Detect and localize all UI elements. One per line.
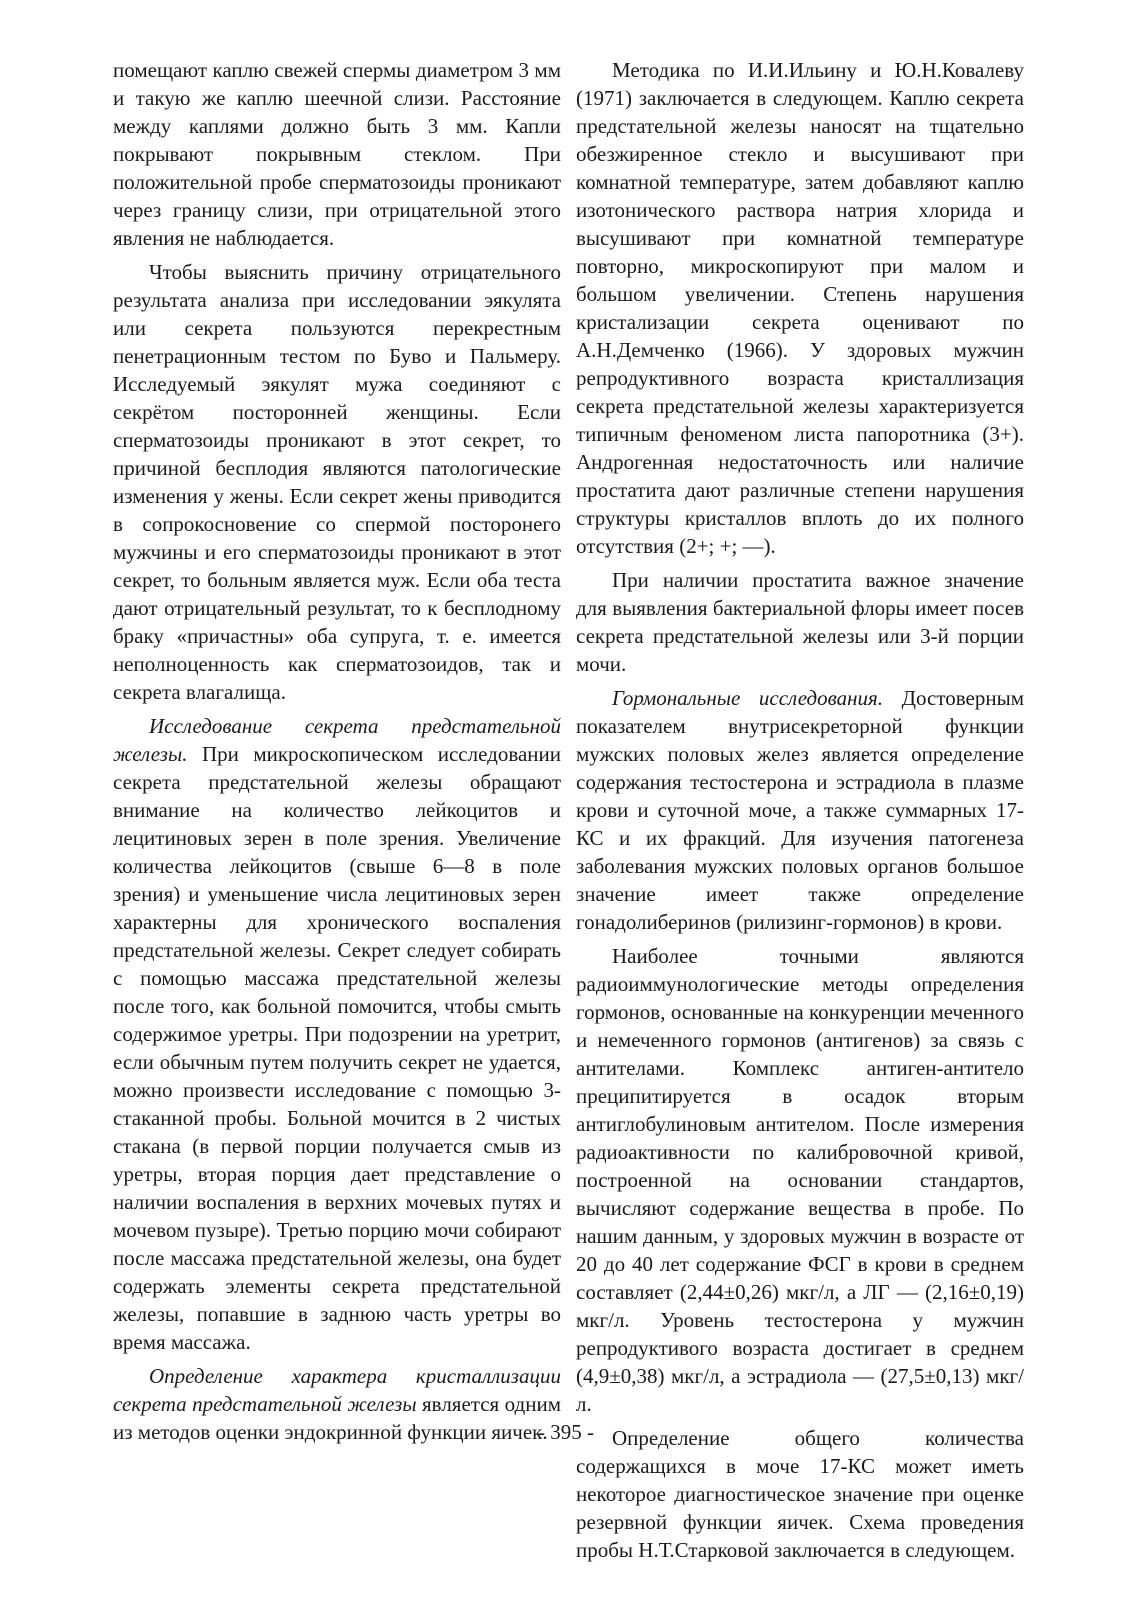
right-paragraph-2: При наличии простатита важное значение для выявления бактериальной флоры имеет посев секрета предстательной железы или 3-й порции мочи. (576, 568, 1024, 676)
left-paragraph-4-text: является одним из методов оценки эндокринной функции яичек. (113, 1392, 561, 1444)
right-paragraph-3 (576, 684, 1024, 936)
left-paragraph-2: Чтобы выяснить причину отрицательного результата анализа при исследовании эякулята или секрета пользуются перекрестным пенетрационным тестом по Буво и Пальмеру. Исследуемый эякулят мужа соединяют с секрётом посторонней женщины. Если сперматозоиды проникают в этот секрет, то причиной бесплодия являются патологические изменения у жены. Если секрет жены приводится в сопрокосновение со спермой посторонего мужчины и его сперматозоиды проникают в этот секрет, то больным является муж. Если оба теста дают отрицательный результат, то к бесплодному браку «причастны» оба супруга, т. е. имеется неполноценность как сперматозоидов, так и секрета влагалища. (113, 260, 561, 704)
left-paragraph-1: помещают каплю свежей спермы диаметром 3 мм и такую же каплю шеечной слизи. Расстояние между каплями должно быть 3 мм. Капли покрывают покрывным стеклом. При положительной пробе сперматозоиды проникают через границу слизи, при отрицательной этого явления не наблюдается. (113, 58, 561, 250)
left-column (113, 56, 561, 1452)
page-number: - 395 - (538, 1420, 594, 1444)
right-paragraph-4: Наиболее точными являются радиоиммунологические методы определения гормонов, основанные на конкуренции меченного и немеченного гормонов (антигенов) за связь с антителами. Комплекс антиген-антитело преципитируется в осадок вторым антиглобулиновым антителом. После измерения радиоактивности по калибровочной кривой, построенной на основании стандартов, вычисляют содержание вещества в пробе. По нашим данным, у здоровых мужчин в возрасте от 20 до 40 лет содержание ФСГ в крови в среднем составляет (2,44±0,26) мкг/л, а ЛГ — (2,16±0,19) мкг/л. Уровень тестостерона у мужчин репродуктивого возраста достигает в среднем (4,9±0,38) мкг/л, а эстрадиола — (27,5±0,13) мкг/л. (576, 944, 1024, 1416)
left-paragraph-3 (113, 712, 561, 1356)
right-paragraph-5: Определение общего количества содержащихся в моче 17-КС может иметь некоторое диагностическое значение при оценке резервной функции яичек. Схема проведения пробы Н.Т.Старковой заключается в следующем. (576, 1426, 1024, 1562)
right-paragraph-1: Методика по И.И.Ильину и Ю.Н.Ковалеву (1971) заключается в следующем. Каплю секрета предстательной железы наносят на тщательно обезжиренное стекло и высушивают при комнатной температуре, затем добавляют каплю изотонического раствора натрия хлорида и высушивают при комнатной температуре повторно, микроскопируют при малом и большом увеличении. Степень нарушения кристализации секрета оценивают по А.Н.Демченко (1966). У здоровых мужчин репродуктивного возраста кристаллизация секрета предстательной железы характеризуется типичным феноменом листа папоротника (3+). Андрогенная недостаточность или наличие простатита дают различные степени нарушения структуры кристаллов вплоть до их полного отсутствия (2+; +; —). (576, 58, 1024, 558)
crystallization-heading: Определение характера кристаллизации секрета предстательной железы (113, 1364, 561, 1416)
left-paragraph-3-text: При микроскопическом исследовании секрета предстательной железы обращают внимание на количество лейкоцитов и лецитиновых зерен в поле зрения. Увеличение количества лейкоцитов (свыше 6—8 в поле зрения) и уменьшение числа лецитиновых зерен характерны для хронического воспаления предстательной железы. Секрет следует собирать с помощью массажа предстательной железы после того, как больной помочится, чтобы смыть содержимое уретры. При подозрении на уретрит, если обычным путем получить секрет не удается, можно произвести исследование с помощью 3-стаканной пробы. Больной мочится в 2 чистых стакана (в первой порции получается смыв из уретры, вторая порция дает представление о наличии воспаления в верхних мочевых путях и мочевом пузыре). Третью порцию мочи собирают после массажа предстательной железы, она будет содержать элементы секрета предстательной железы, попавшие в заднюю часть уретры во время массажа. (113, 742, 561, 1354)
right-paragraph-3-text: Достоверным показателем внутрисекреторной функции мужских половых желез является определение содержания тестостерона и эстрадиола в плазме крови и суточной моче, а также суммарных 17-КС и их фракций. Для изучения патогенеза заболевания мужских половых органов большое значение имеет также определение гонадолиберинов (рилизинг-гормонов) в крови. (576, 686, 1024, 934)
hormonal-studies-heading: Гормональные исследования. (612, 686, 884, 710)
right-column (576, 56, 1024, 1570)
prostate-secretion-heading: Исследование секрета предстательной железы. (113, 714, 561, 766)
